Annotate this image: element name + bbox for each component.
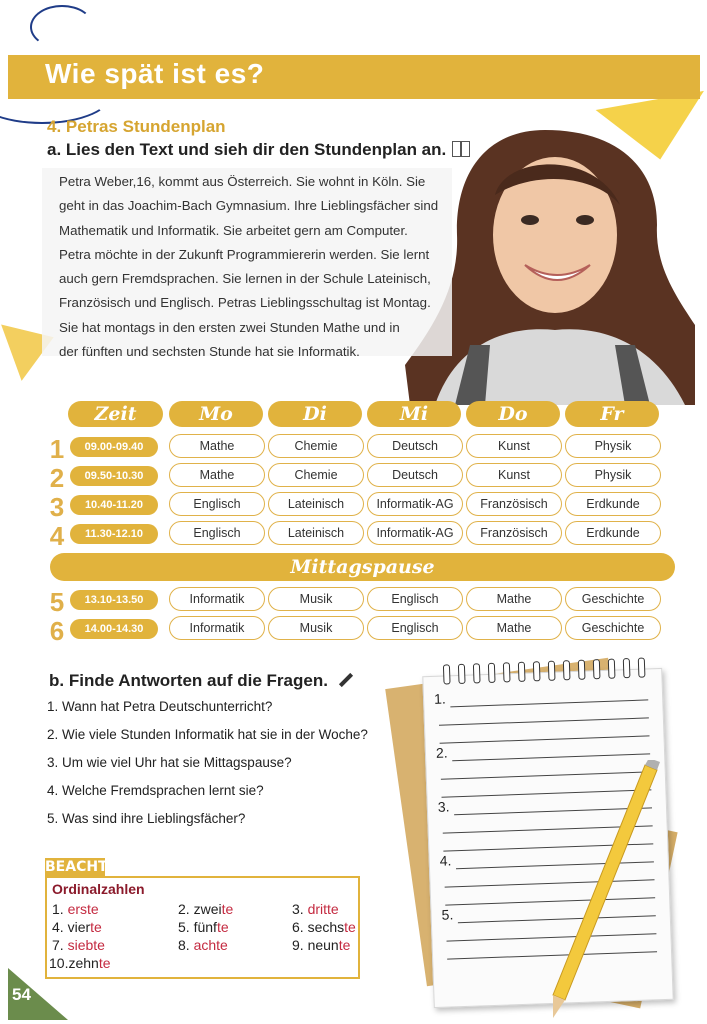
schedule-cell: Französisch — [466, 492, 562, 516]
schedule-cell: Informatik — [169, 587, 265, 611]
schedule-cell: Englisch — [169, 492, 265, 516]
answer-line[interactable] — [440, 735, 650, 743]
question: 3. Um wie viel Uhr hat sie Mittagspause? — [47, 755, 292, 770]
schedule-cell: Chemie — [268, 463, 364, 487]
row-number: 4 — [49, 521, 65, 551]
task-b-heading: b. Finde Antworten auf die Fragen. — [49, 671, 354, 691]
text-line: der fünften und sechsten Stunde hat sie Informatik. — [59, 344, 360, 360]
schedule-cell: Lateinisch — [268, 492, 364, 516]
time-slot: 13.10-13.50 — [70, 590, 158, 610]
ordinal-item: 9. neunte — [292, 937, 351, 953]
text-line: Petra möchte in der Zukunft Programmiererin werden. Sie lernt — [59, 246, 430, 262]
ordinal-item: 8. achte — [178, 937, 228, 953]
lunch-break-bar: Mittagspause — [50, 553, 675, 581]
schedule-cell: Informatik-AG — [367, 492, 463, 516]
schedule-cell: Musik — [268, 587, 364, 611]
time-slot: 09.00-09.40 — [70, 437, 158, 457]
ordinal-item: 4. vierte — [52, 919, 102, 935]
row-number: 6 — [49, 616, 65, 646]
time-slot: 10.40-11.20 — [70, 495, 158, 515]
answer-line[interactable] — [450, 699, 648, 707]
schedule-cell: Französisch — [466, 521, 562, 545]
answer-line[interactable] — [439, 717, 649, 725]
schedule-header-mo: Mo — [169, 401, 263, 427]
schedule-cell: Mathe — [466, 587, 562, 611]
schedule-cell: Physik — [565, 434, 661, 458]
pencil-illustration — [545, 760, 665, 1020]
row-number: 5 — [49, 587, 65, 617]
page-title: Wie spät ist es? — [45, 58, 265, 89]
schedule-cell: Englisch — [367, 616, 463, 640]
schedule-header-mi: Mi — [367, 401, 461, 427]
schedule-cell: Informatik-AG — [367, 521, 463, 545]
time-slot: 11.30-12.10 — [70, 524, 158, 544]
time-slot: 09.50-10.30 — [70, 466, 158, 486]
ordinal-item: 1. erste — [52, 901, 99, 917]
text-line: Mathematik und Informatik. Sie arbeitet gern am Computer. — [59, 222, 408, 238]
question: 1. Wann hat Petra Deutschunterricht? — [47, 699, 273, 714]
schedule-cell: Kunst — [466, 434, 562, 458]
schedule-cell: Geschichte — [565, 587, 661, 611]
decorative-curl — [30, 5, 94, 49]
page-number: 54 — [12, 985, 31, 1004]
pencil-icon — [339, 673, 353, 687]
answer-number: 4. — [439, 852, 452, 869]
section-heading: 4. Petras Stundenplan — [47, 117, 226, 136]
row-number: 3 — [49, 492, 65, 522]
schedule-cell: Mathe — [466, 616, 562, 640]
answer-number: 3. — [437, 798, 450, 815]
schedule-cell: Englisch — [169, 521, 265, 545]
ordinal-title: Ordinalzahlen — [52, 881, 145, 897]
text-line: Petra Weber,16, kommt aus Österreich. Sie wohnt in Köln. Sie — [59, 174, 426, 189]
text-line: auch gern Fremdsprachen. Sie lernen in der Schule Lateinisch, — [59, 271, 431, 287]
schedule-header-fr: Fr — [565, 401, 659, 427]
ordinal-item: 7. siebte — [52, 937, 105, 953]
schedule-cell: Chemie — [268, 434, 364, 458]
ordinal-item: 6. sechste — [292, 919, 356, 935]
schedule-cell: Deutsch — [367, 463, 463, 487]
schedule-cell: Erdkunde — [565, 521, 661, 545]
schedule-cell: Physik — [565, 463, 661, 487]
note-label: BEACHTE — [45, 859, 118, 875]
schedule-cell: Mathe — [169, 463, 265, 487]
reading-text — [59, 170, 459, 364]
ordinal-item: 5. fünfte — [178, 919, 229, 935]
row-number: 2 — [49, 463, 65, 493]
schedule-cell: Lateinisch — [268, 521, 364, 545]
ordinal-item: 3. dritte — [292, 901, 339, 917]
answer-number: 5. — [441, 906, 454, 923]
schedule-cell: Mathe — [169, 434, 265, 458]
answer-number: 2. — [435, 744, 448, 761]
question: 5. Was sind ihre Lieblingsfächer? — [47, 811, 246, 826]
question: 2. Wie viele Stunden Informatik hat sie in der Woche? — [47, 727, 368, 742]
question: 4. Welche Fremdsprachen lernt sie? — [47, 783, 264, 798]
schedule-cell: Englisch — [367, 587, 463, 611]
schedule-cell: Kunst — [466, 463, 562, 487]
time-slot: 14.00-14.30 — [70, 619, 158, 639]
schedule-cell: Geschichte — [565, 616, 661, 640]
row-number: 1 — [49, 434, 65, 464]
answer-number: 1. — [433, 690, 447, 707]
text-line: Sie hat montags in den ersten zwei Stunden Mathe und in — [59, 319, 400, 335]
ordinal-item: 2. zweite — [178, 901, 234, 917]
schedule-header-di: Di — [268, 401, 362, 427]
text-line: geht in das Joachim-Bach Gymnasium. Ihre Lieblingsfächer sind — [59, 198, 439, 214]
schedule-header-do: Do — [466, 401, 560, 427]
schedule-cell: Deutsch — [367, 434, 463, 458]
schedule-header-zeit: Zeit — [68, 401, 163, 427]
schedule-cell: Informatik — [169, 616, 265, 640]
text-line: Französisch und Englisch. Petras Lieblingsschultag ist Montag. — [59, 295, 431, 311]
ordinal-item: 10.zehnte — [49, 955, 111, 971]
schedule-cell: Erdkunde — [565, 492, 661, 516]
schedule-cell: Musik — [268, 616, 364, 640]
task-a-heading: a. Lies den Text und sieh dir den Stundenplan an. — [47, 140, 470, 160]
